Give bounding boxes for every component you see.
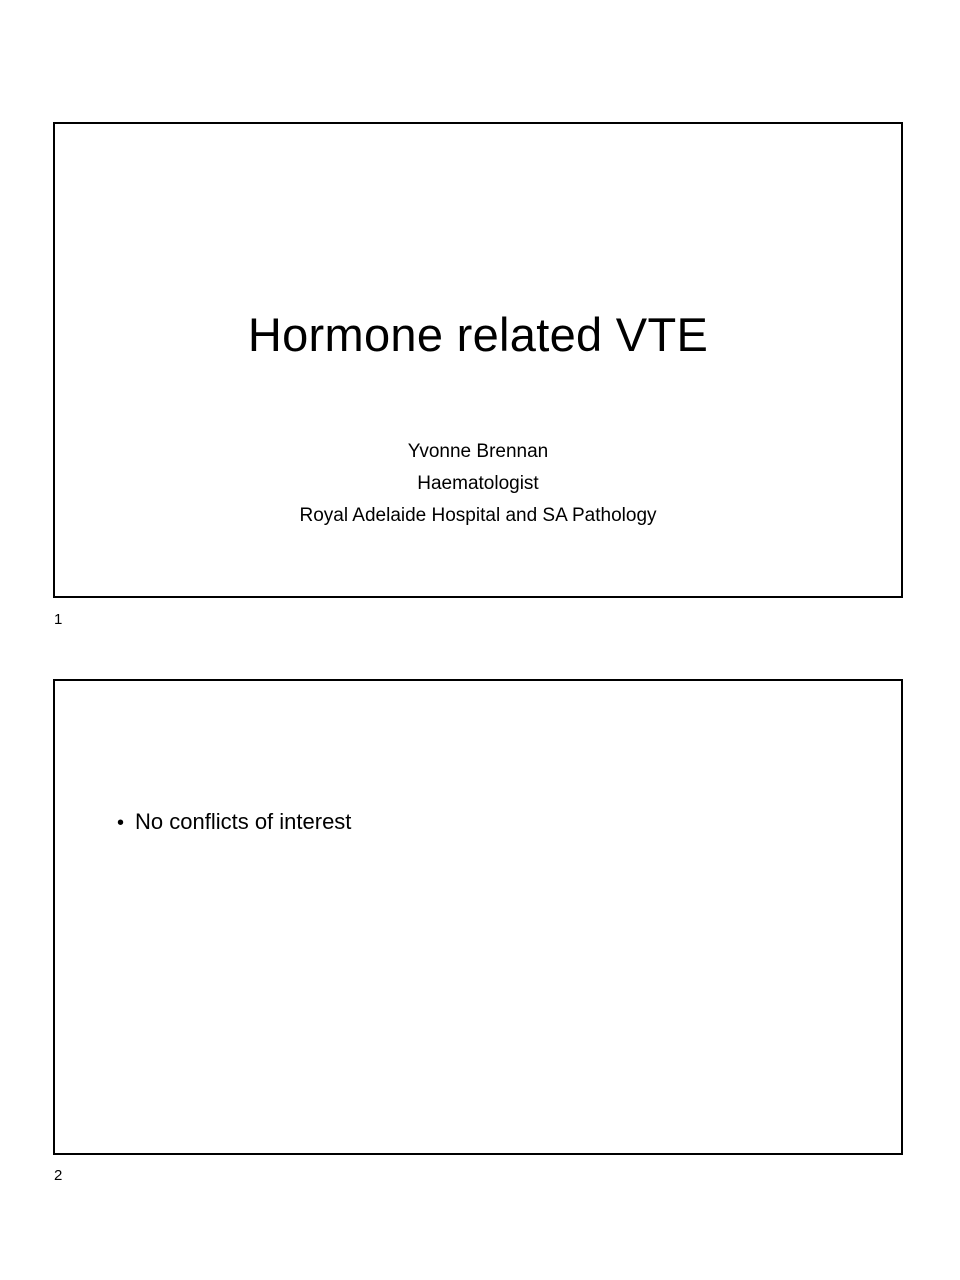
- bullet-icon: •: [117, 812, 125, 834]
- slide-2: [53, 679, 903, 1155]
- slide-number: 2: [54, 1167, 63, 1184]
- bullet-text: No conflicts of interest: [135, 809, 352, 834]
- slide-subtitle: [55, 436, 901, 532]
- bullet-list: [117, 808, 351, 837]
- slide-1: [53, 122, 903, 598]
- slide-title: Hormone related VTE: [247, 308, 709, 361]
- list-item: [117, 808, 351, 837]
- presenter-role: Haematologist: [417, 473, 539, 494]
- presenter-name: Yvonne Brennan: [407, 441, 549, 462]
- slide-number: 1: [54, 611, 63, 628]
- presenter-affiliation: Royal Adelaide Hospital and SA Pathology: [299, 505, 657, 526]
